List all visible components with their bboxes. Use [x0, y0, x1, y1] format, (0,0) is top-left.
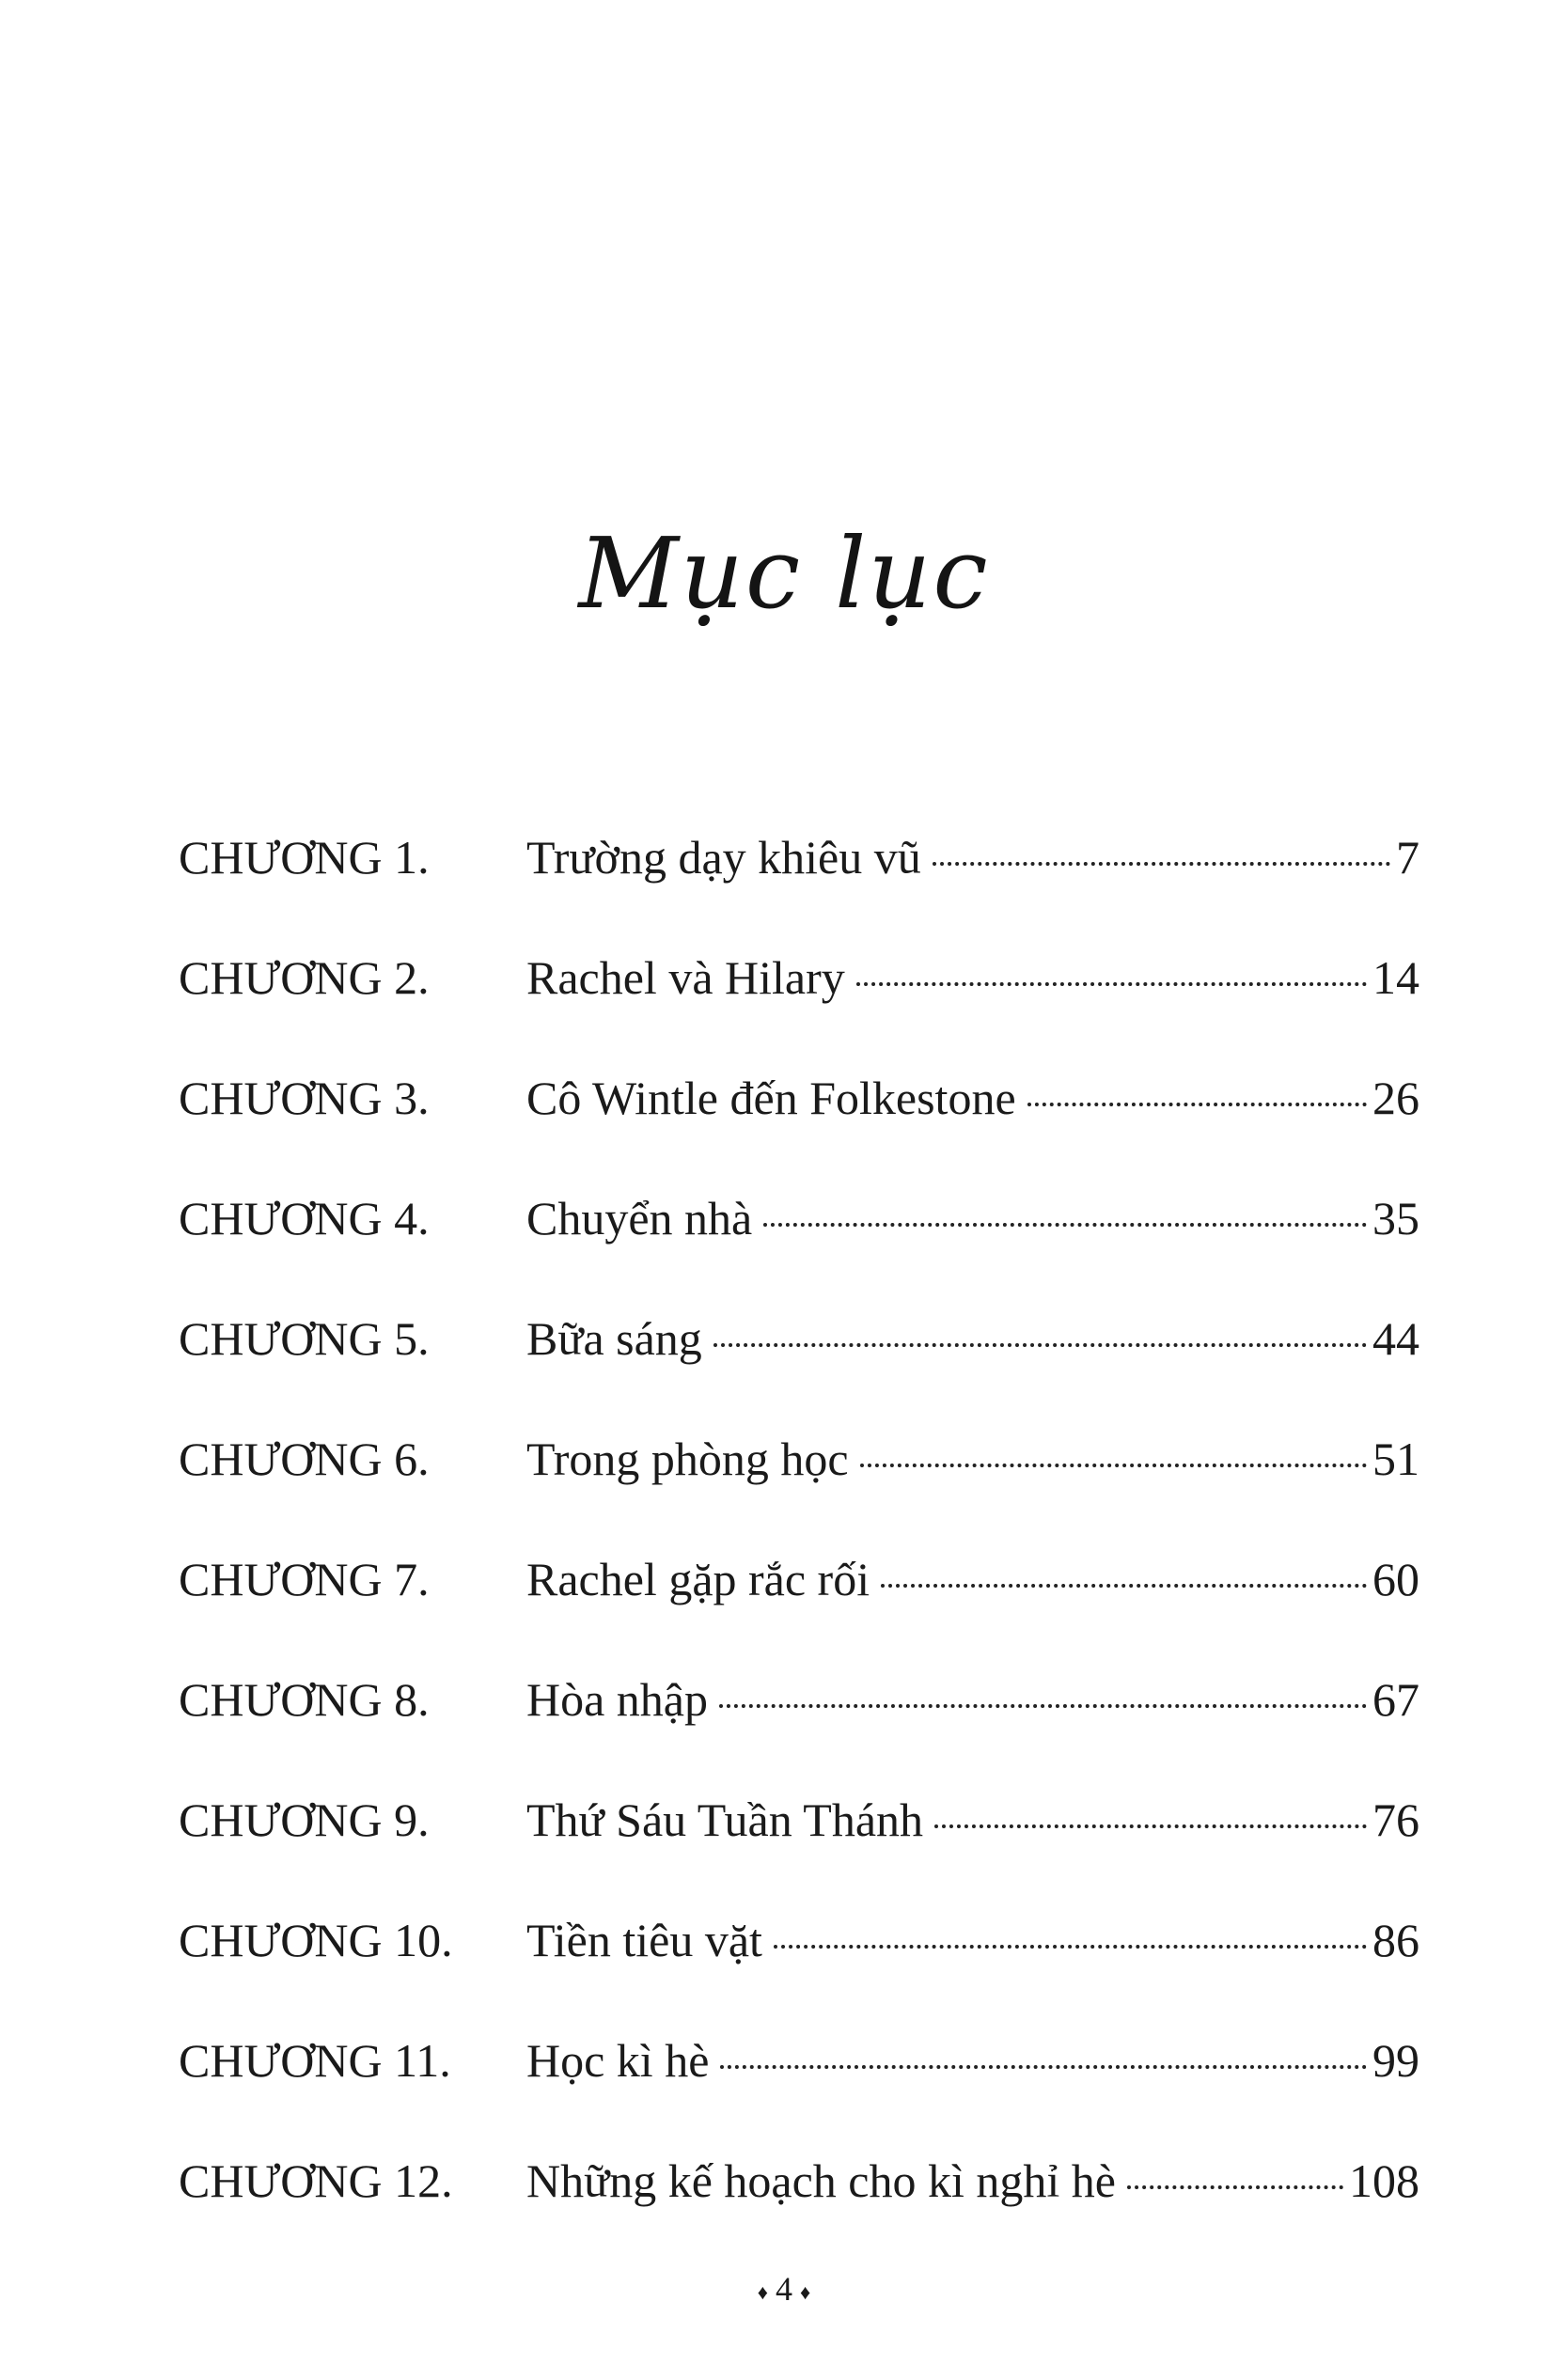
chapter-label: CHƯƠNG 7.: [179, 1553, 430, 1605]
chapter-label: CHƯƠNG 6.: [179, 1433, 430, 1485]
dot-leader: [1027, 1102, 1367, 1106]
dot-leader: [1127, 2184, 1343, 2189]
toc-entry-3[interactable]: [179, 1038, 1419, 1158]
chapter-title: Trường dạy khiêu vũ: [526, 831, 921, 884]
chapter-label: CHƯƠNG 2.: [179, 951, 430, 1004]
chapter-page-number: 26: [1372, 1072, 1419, 1124]
chapter-page-number: 60: [1372, 1553, 1419, 1605]
dot-leader: [934, 1824, 1367, 1828]
chapter-title: Tiền tiêu vặt: [526, 1914, 762, 1966]
toc-entry-1[interactable]: [179, 797, 1419, 917]
page-number: 4: [776, 2270, 792, 2308]
diamond-ornament-icon: ♦: [757, 2279, 768, 2304]
chapter-page-number: 35: [1372, 1192, 1419, 1245]
chapter-title: Chuyển nhà: [526, 1192, 753, 1245]
chapter-title: Cô Wintle đến Folkestone: [526, 1072, 1016, 1124]
chapter-page-number: 86: [1372, 1914, 1419, 1966]
toc-entry-2[interactable]: [179, 917, 1419, 1038]
chapter-page-number: 7: [1396, 831, 1419, 884]
dot-leader: [763, 1222, 1367, 1227]
dot-leader: [856, 981, 1367, 986]
dot-leader: [881, 1583, 1367, 1588]
toc-entry-4[interactable]: [179, 1158, 1419, 1278]
chapter-label: CHƯƠNG 4.: [179, 1192, 430, 1245]
chapter-title: Hòa nhập: [526, 1673, 708, 1726]
dot-leader: [720, 2064, 1367, 2069]
chapter-title: Thứ Sáu Tuần Thánh: [526, 1793, 924, 1846]
chapter-title: Những kế hoạch cho kì nghỉ hè: [526, 2154, 1116, 2207]
chapter-title: Rachel và Hilary: [526, 951, 845, 1004]
chapter-page-number: 51: [1372, 1433, 1419, 1485]
chapter-title: Học kì hè: [526, 2034, 710, 2087]
chapter-page-number: 67: [1372, 1673, 1419, 1726]
chapter-label: CHƯƠNG 1.: [179, 831, 430, 884]
toc-entry-8[interactable]: [179, 1639, 1419, 1760]
dot-leader: [713, 1342, 1367, 1347]
chapter-page-number: 44: [1372, 1312, 1419, 1365]
chapter-label: CHƯƠNG 9.: [179, 1793, 430, 1846]
toc-entry-11[interactable]: [179, 2000, 1419, 2121]
chapter-label: CHƯƠNG 12.: [179, 2154, 453, 2207]
chapter-page-number: 14: [1372, 951, 1419, 1004]
page-footer: [0, 2261, 1568, 2321]
dot-leader: [933, 861, 1390, 866]
page-title: Mục lục: [578, 516, 990, 631]
chapter-label: CHƯƠNG 11.: [179, 2034, 451, 2087]
toc-entry-6[interactable]: [179, 1399, 1419, 1519]
toc-entry-5[interactable]: [179, 1278, 1419, 1399]
table-of-contents: [179, 797, 1419, 2241]
chapter-label: CHƯƠNG 3.: [179, 1072, 430, 1124]
toc-entry-12[interactable]: [179, 2121, 1419, 2241]
chapter-page-number: 76: [1372, 1793, 1419, 1846]
toc-entry-7[interactable]: [179, 1519, 1419, 1639]
chapter-label: CHƯƠNG 8.: [179, 1673, 430, 1726]
toc-entry-9[interactable]: [179, 1760, 1419, 1880]
chapter-label: CHƯƠNG 5.: [179, 1312, 430, 1365]
dot-leader: [719, 1703, 1367, 1708]
dot-leader: [860, 1463, 1367, 1467]
chapter-title: Trong phòng học: [526, 1433, 849, 1485]
toc-entry-10[interactable]: [179, 1880, 1419, 2000]
chapter-label: CHƯƠNG 10.: [179, 1914, 453, 1966]
chapter-title: Bữa sáng: [526, 1312, 702, 1365]
chapter-page-number: 108: [1349, 2154, 1419, 2207]
diamond-ornament-icon: ♦: [800, 2279, 811, 2304]
chapter-page-number: 99: [1372, 2034, 1419, 2087]
chapter-title: Rachel gặp rắc rối: [526, 1553, 870, 1605]
dot-leader: [774, 1944, 1367, 1949]
